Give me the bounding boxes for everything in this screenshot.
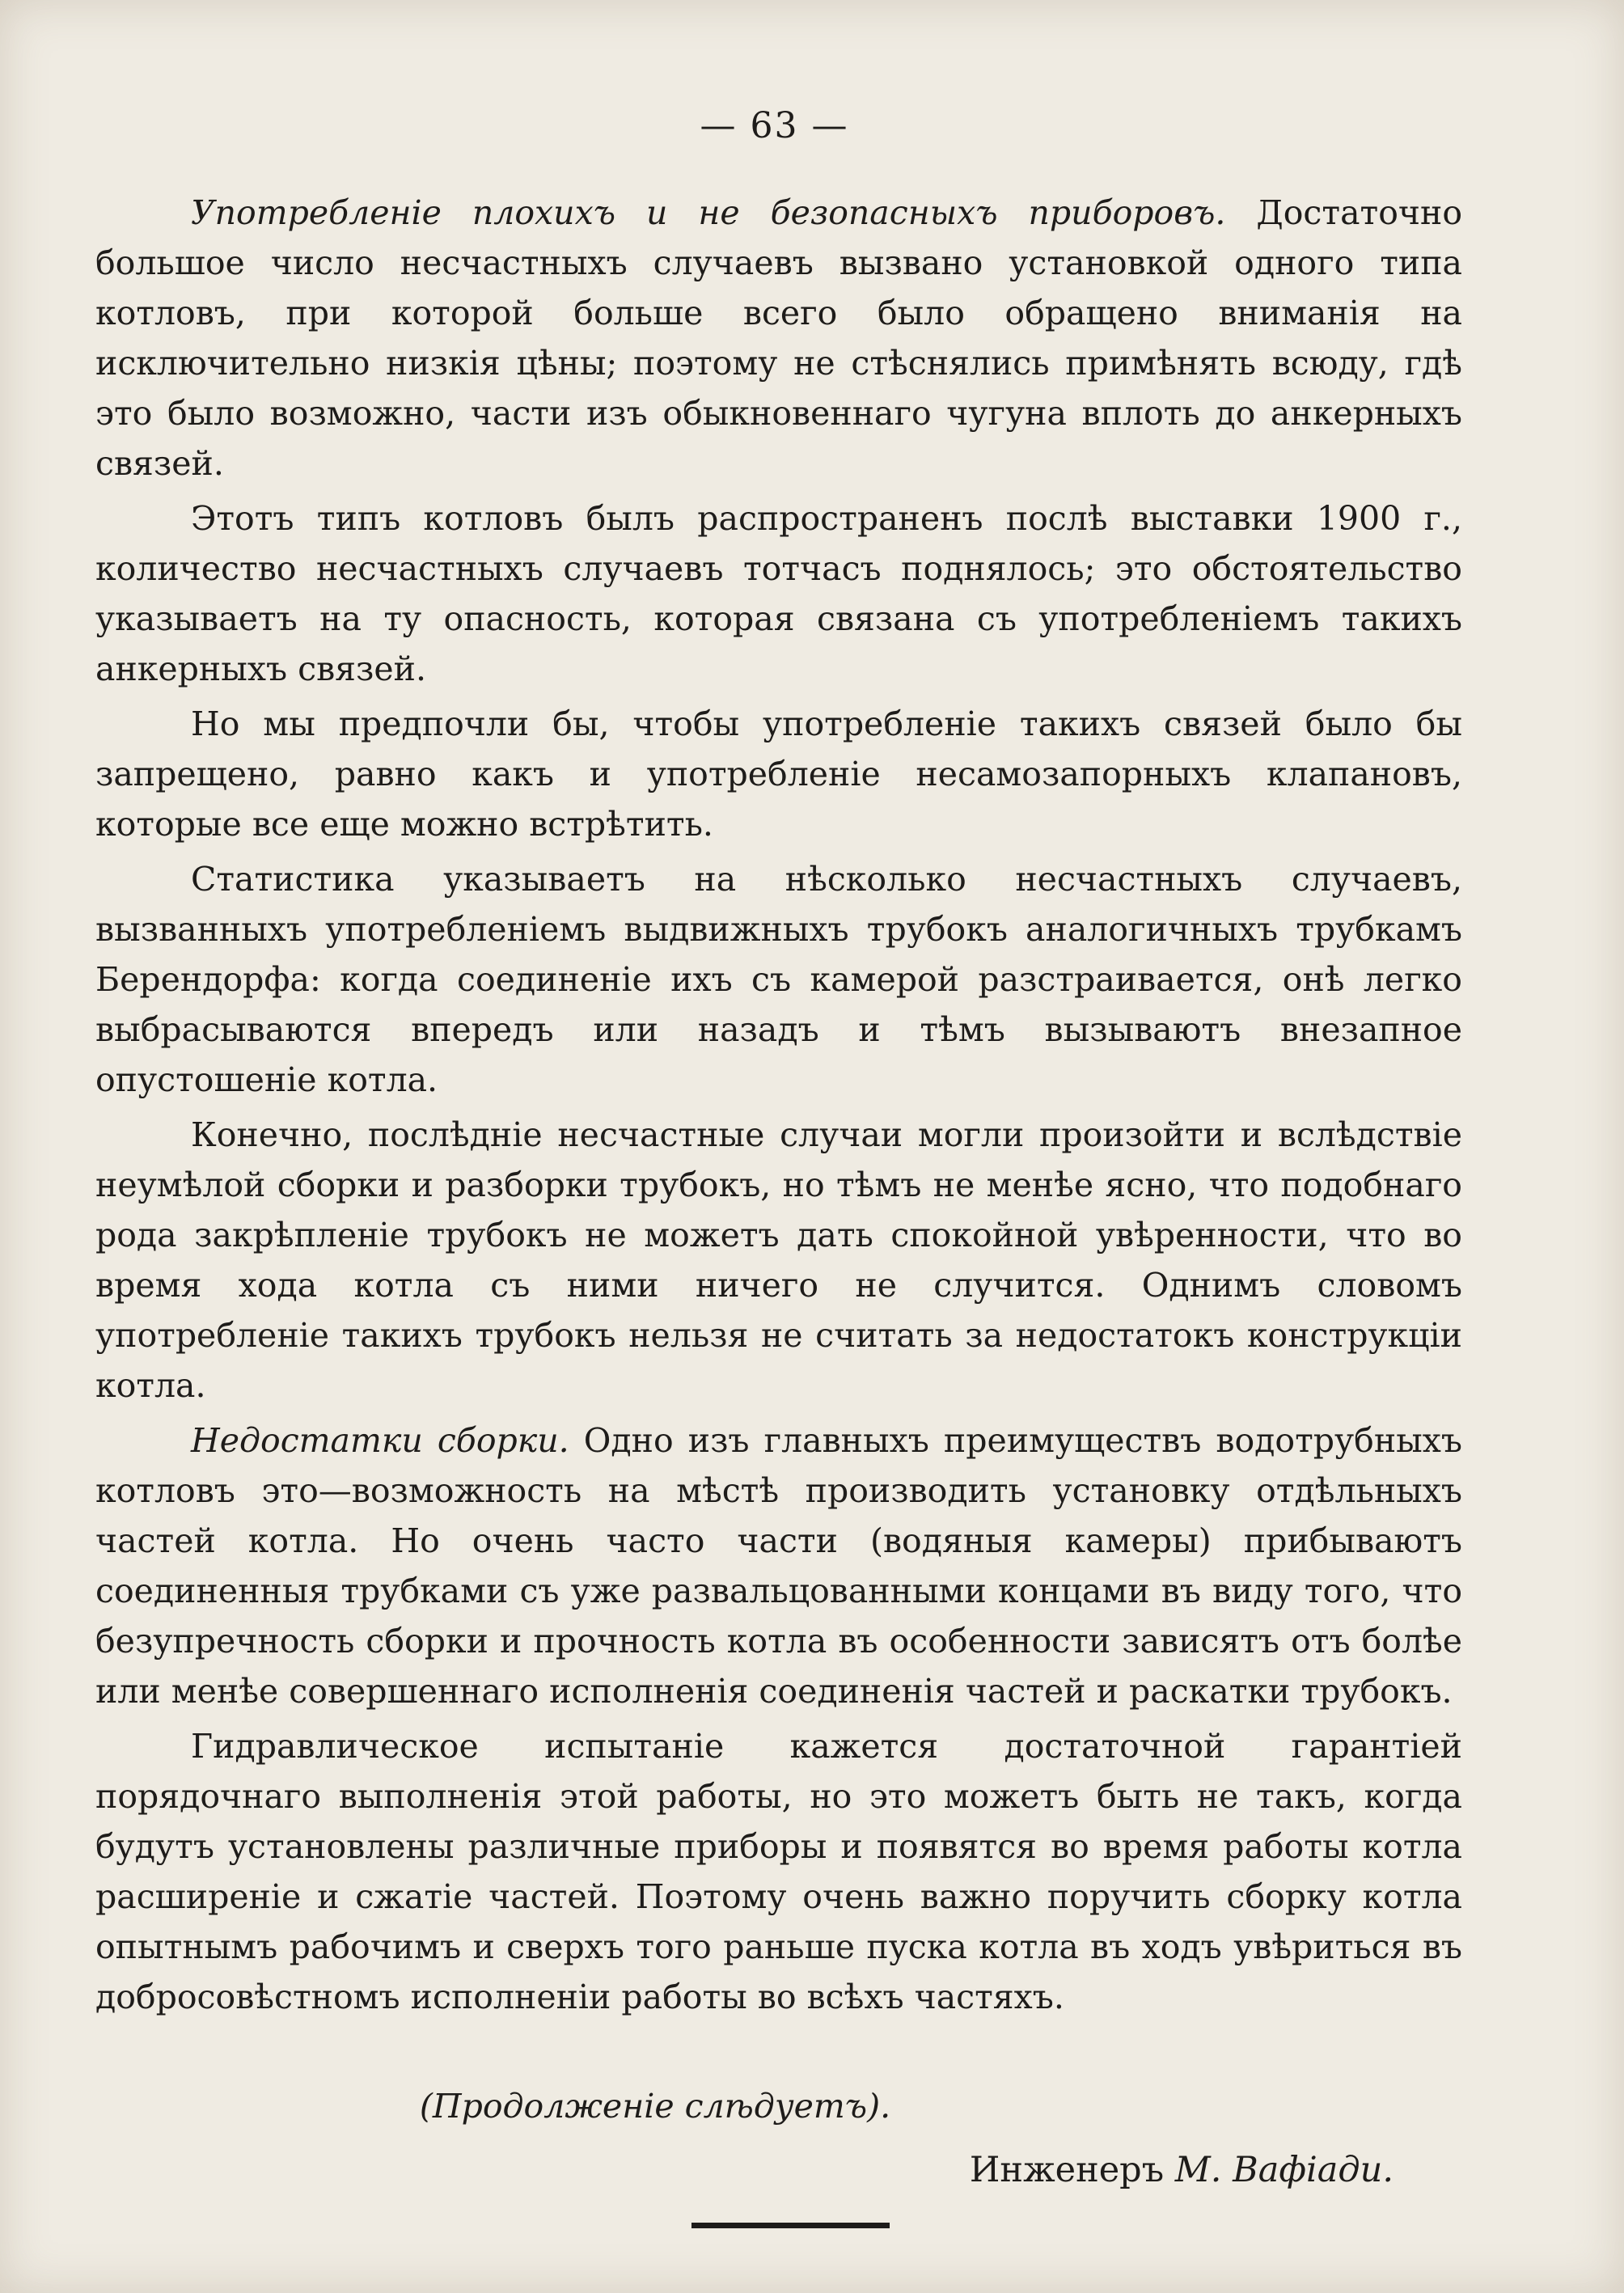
- paragraph: [95, 699, 1462, 849]
- closing-rule: [691, 2223, 890, 2228]
- author-signature: [970, 2150, 1394, 2190]
- paragraph: [95, 1110, 1462, 1411]
- page-number: — 63 —: [700, 105, 849, 146]
- paragraph-text: Гидравлическое испытаніе кажется достаточной гарантіей порядочнаго выполненія этой работы, но это можетъ быть не такъ, когда будутъ установлены различные приборы и появятся во время работы котла расширеніе и сжатіе частей. Поэтому очень важно поручить сборку котла опытнымъ рабочимъ и сверхъ того раньше пуска котла въ ходъ увѣриться въ добросовѣстномъ исполненіи работы во всѣхъ частяхъ.: [95, 1727, 1462, 2016]
- paragraph-text: Статистика указываетъ на нѣсколько несчастныхъ случаевъ, вызванныхъ употребленіемъ выдвижныхъ трубокъ аналогичныхъ трубкамъ Берендорфа: когда соединеніе ихъ съ камерой разстраивается, онѣ легко выбрасываются впередъ или назадъ и тѣмъ вызываютъ внезапное опустошеніе котла.: [95, 860, 1462, 1099]
- paragraph-lead: Употребленіе плохихъ и не безопасныхъ приборовъ.: [191, 193, 1226, 232]
- paragraph-text: Этотъ типъ котловъ былъ распространенъ послѣ выставки 1900 г., количество несчастныхъ случаевъ тотчасъ поднялось; это обстоятельство указываетъ на ту опасность, которая связана съ употребленіемъ такихъ анкерныхъ связей.: [95, 499, 1462, 688]
- paragraph: [95, 188, 1462, 489]
- paragraph-text: Одно изъ главныхъ преимуществъ водотрубныхъ котловъ это—возможность на мѣстѣ производить установку отдѣльныхъ частей котла. Но очень часто части (водяныя камеры) прибываютъ соединенныя трубками съ уже развальцованными концами въ виду того, что безупречность сборки и прочность котла въ особенности зависятъ отъ болѣе или менѣе совершеннаго исполненія соединенія частей и раскатки трубокъ.: [95, 1421, 1462, 1711]
- paragraph-text: Достаточно большое число несчастныхъ случаевъ вызвано установкой одного типа котловъ, при которой больше всего было обращено вниманія на исключительно низкія цѣны; поэтому не стѣснялись примѣнять всюду, гдѣ это было возможно, части изъ обыкновеннаго чугуна вплоть до анкерныхъ связей.: [95, 193, 1463, 483]
- author-title: Инженеръ: [969, 2150, 1165, 2190]
- paragraph: [95, 854, 1462, 1105]
- paragraph-lead: Недостатки сборки.: [191, 1421, 569, 1460]
- continuation-note: (Продолженіе слѣдуетъ).: [419, 2087, 891, 2126]
- author-name: М. Вафіади.: [1174, 2150, 1394, 2190]
- body-text: [95, 188, 1462, 2027]
- paragraph: [95, 1721, 1462, 2022]
- paragraph-text: Конечно, послѣдніе несчастные случаи могли произойти и вслѣдствіе неумѣлой сборки и разборки трубокъ, но тѣмъ не менѣе ясно, что подобнаго рода закрѣпленіе трубокъ не можетъ дать спокойной увѣренности, что во время хода котла съ ними ничего не случится. Однимъ словомъ употребленіе такихъ трубокъ нельзя не считать за недостатокъ конструкціи котла.: [95, 1115, 1462, 1405]
- paragraph: [95, 1415, 1462, 1716]
- paragraph-text: Но мы предпочли бы, чтобы употребленіе такихъ связей было бы запрещено, равно какъ и употребленіе несамозапорныхъ клапановъ, которые все еще можно встрѣтить.: [95, 704, 1462, 844]
- paragraph: [95, 493, 1462, 694]
